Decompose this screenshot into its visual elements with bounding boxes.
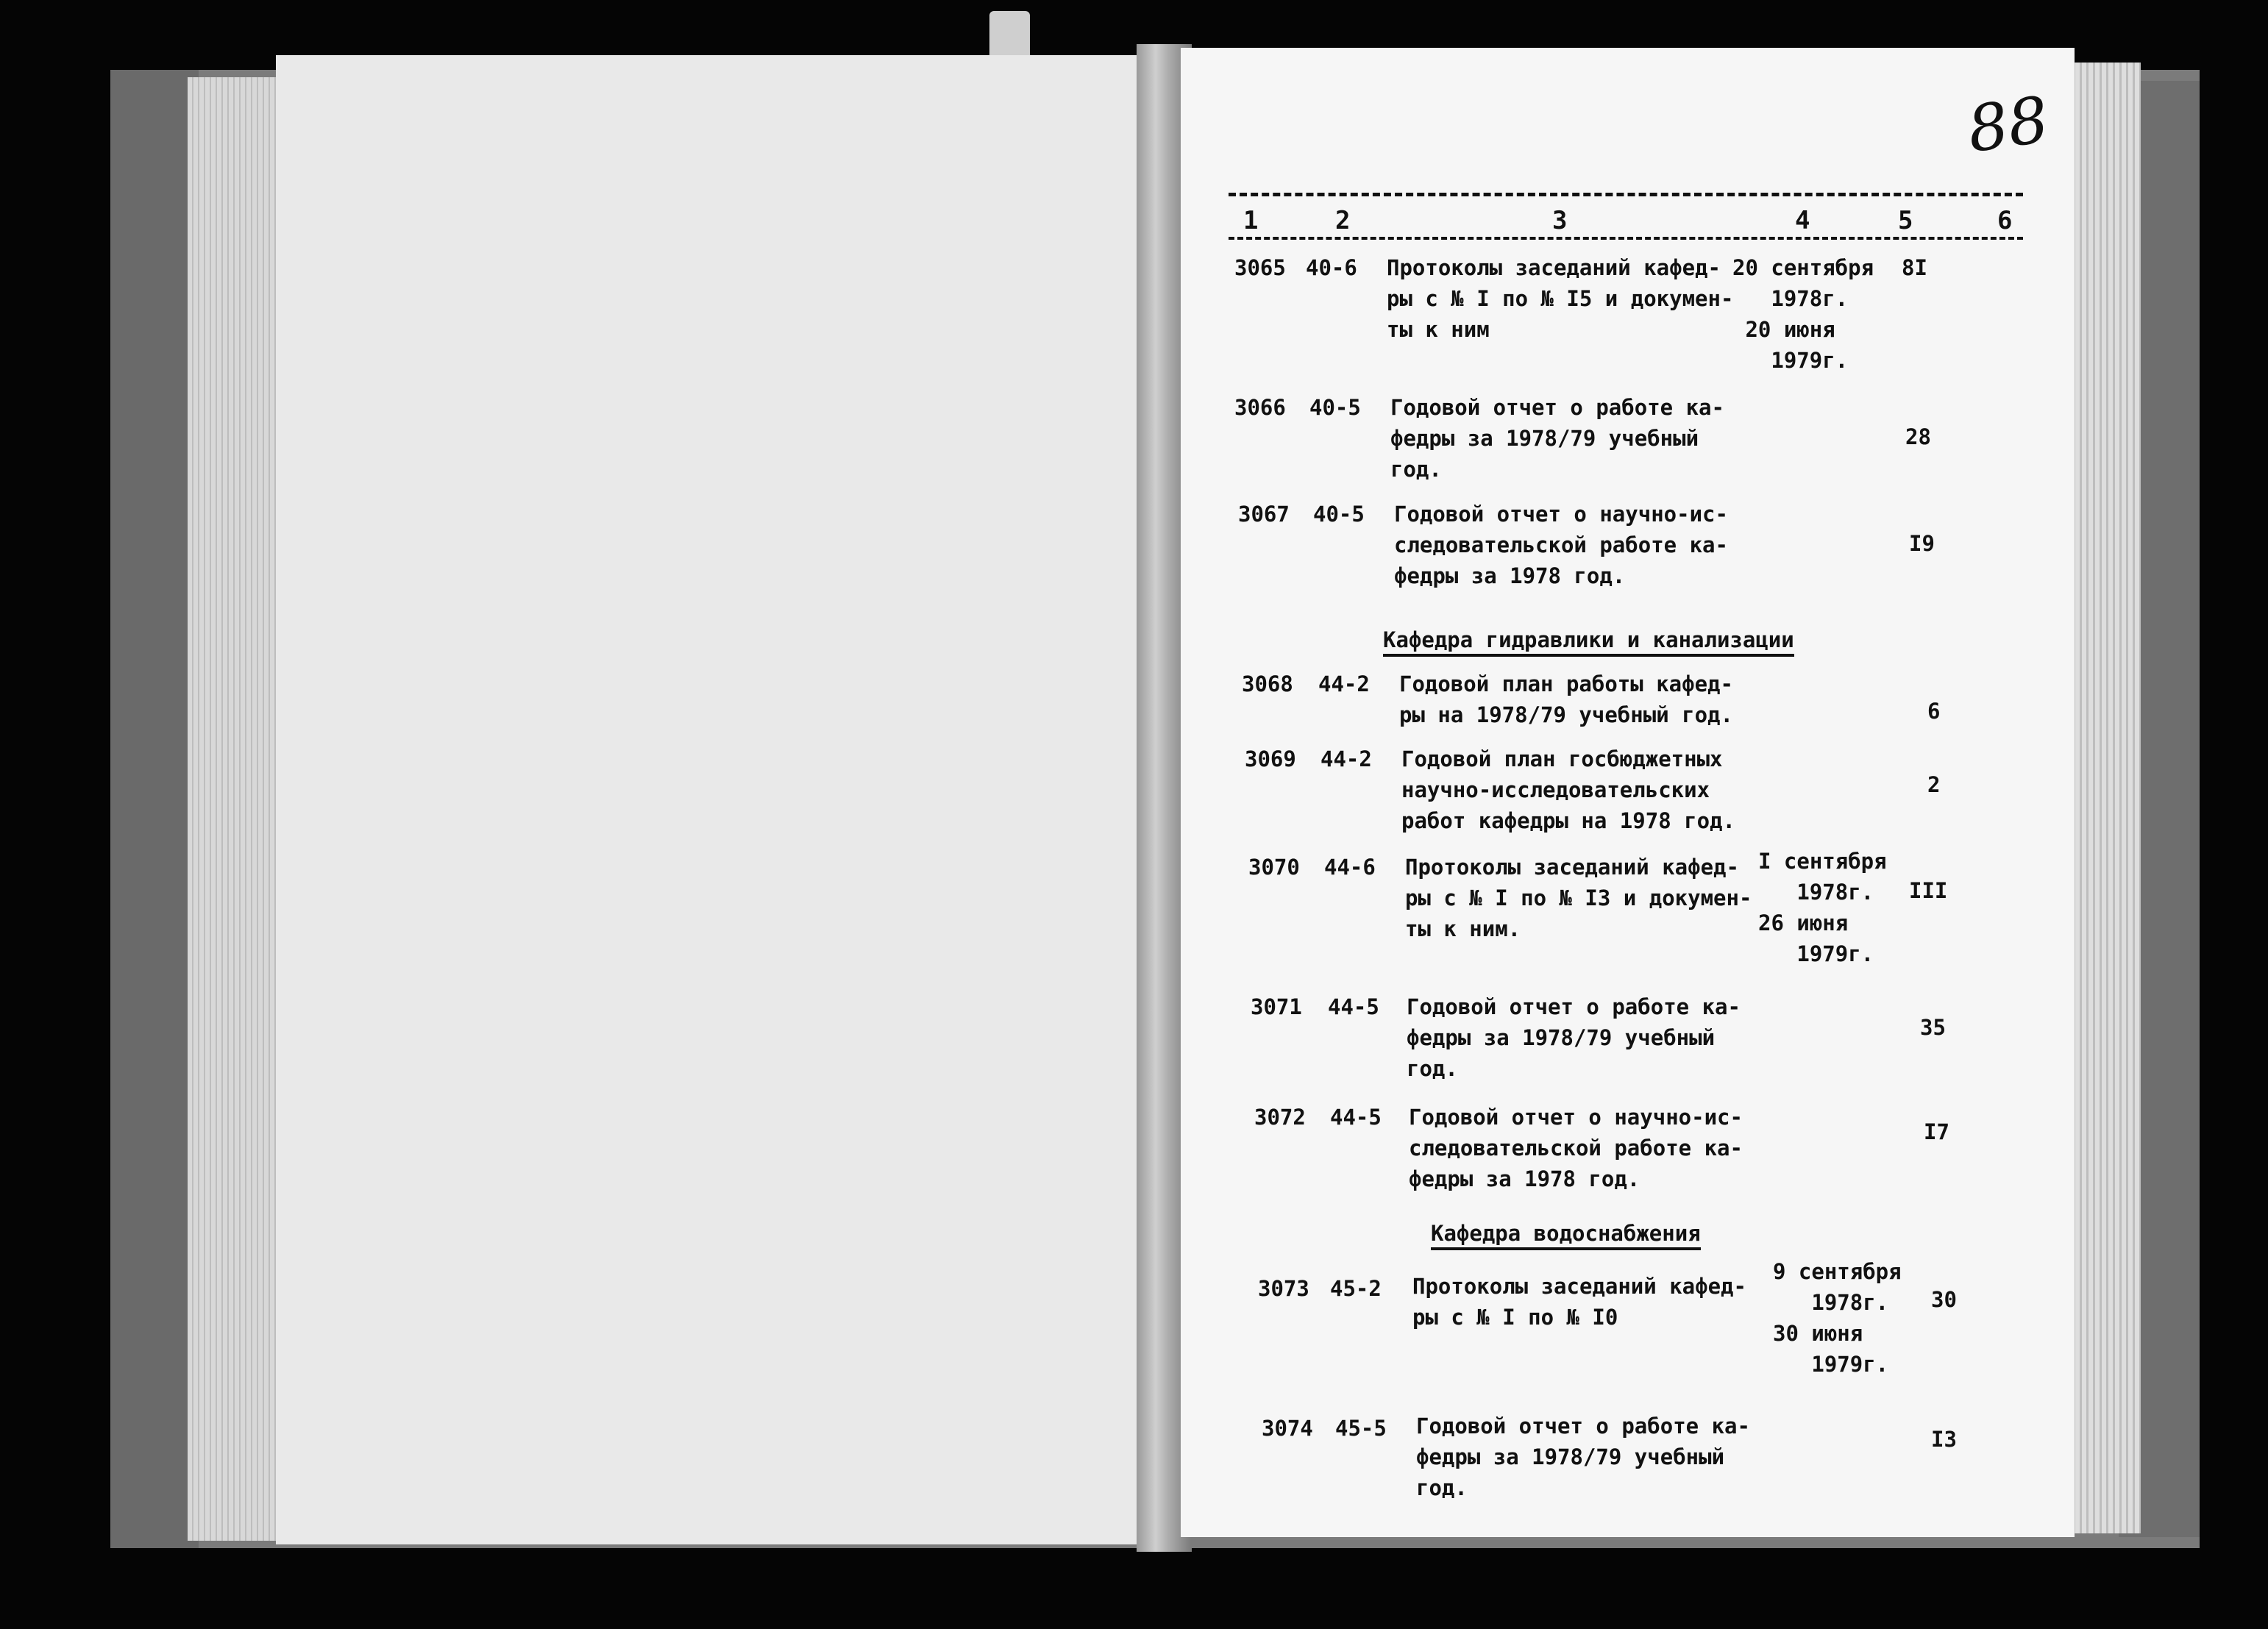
inventory-number: 3065 — [1234, 255, 1286, 280]
record-title: Годовой отчет о работе ка- федры за 1978/79 учебный год. — [1390, 395, 1724, 482]
index-code: 40-6 — [1306, 255, 1357, 280]
inventory-number: 3072 — [1254, 1105, 1306, 1130]
column-header-6: 6 — [1997, 206, 2013, 235]
sheet-count: 2 — [1927, 772, 1941, 797]
record-dates: I сентября 1978г. 26 июня 1979г. — [1758, 849, 1887, 966]
record-title: Годовой план госбюджетных научно-исследовательских работ кафедры на 1978 год. — [1401, 746, 1735, 833]
index-code: 45-5 — [1335, 1416, 1387, 1441]
sheet-count: 28 — [1905, 424, 1931, 449]
left-page — [276, 55, 1148, 1544]
sheet-count: 35 — [1920, 1015, 1946, 1040]
column-header-5: 5 — [1898, 206, 1913, 235]
record-title: Годовой отчет о работе ка- федры за 1978/79 учебный год. — [1416, 1414, 1750, 1500]
index-code: 44-5 — [1328, 994, 1379, 1019]
sheet-count: III — [1909, 878, 1948, 903]
record-title: Протоколы заседаний кафед- ры с № I по № I3 и докумен- ты к ним. — [1405, 855, 1752, 941]
column-header-4: 4 — [1795, 206, 1810, 235]
inventory-number: 3074 — [1262, 1416, 1313, 1441]
header-dashed-rule — [1229, 237, 2023, 240]
record-title: Годовой отчет о работе ка- федры за 1978/79 учебный год. — [1407, 994, 1741, 1081]
sheet-count: 6 — [1927, 699, 1941, 724]
inventory-number: 3067 — [1238, 502, 1290, 527]
index-code: 40-5 — [1313, 502, 1365, 527]
record-title: Годовой отчет о научно-ис- следовательской работе ка- федры за 1978 год. — [1394, 502, 1728, 588]
folio-number: 88 — [1963, 82, 2053, 168]
sheet-count: I7 — [1924, 1119, 1949, 1144]
section-heading-hydraulics: Кафедра гидравлики и канализации — [1383, 627, 1794, 657]
index-code: 44-2 — [1320, 746, 1372, 771]
cover-edge-left — [110, 70, 199, 1548]
column-header-3: 3 — [1552, 206, 1568, 235]
index-code: 44-6 — [1324, 855, 1376, 880]
inventory-number: 3070 — [1248, 855, 1300, 880]
header-dashed-line — [1229, 193, 2023, 196]
inventory-number: 3068 — [1242, 671, 1293, 696]
section-heading-water-supply: Кафедра водоснабжения — [1431, 1221, 1701, 1250]
record-title: Годовой план работы кафед- ры на 1978/79 учебный год. — [1399, 671, 1733, 727]
record-dates: 9 сентября 1978г. 30 июня 1979г. — [1773, 1259, 1902, 1377]
index-code: 45-2 — [1330, 1276, 1382, 1301]
record-title: Протоколы заседаний кафед- ры с № I по № I0 — [1412, 1274, 1746, 1330]
sheet-count: I3 — [1931, 1427, 1957, 1452]
column-header-2: 2 — [1335, 206, 1351, 235]
record-title: Протоколы заседаний кафед- ры с № I по № I5 и докумен- ты к ним — [1387, 255, 1734, 342]
sheet-count: 8I — [1902, 255, 1927, 280]
inventory-number: 3071 — [1251, 994, 1302, 1019]
index-code: 44-5 — [1330, 1105, 1382, 1130]
index-code: 40-5 — [1309, 395, 1361, 420]
inventory-number: 3073 — [1258, 1276, 1309, 1301]
sheet-count: I9 — [1909, 531, 1935, 556]
sheet-count: 30 — [1931, 1287, 1957, 1312]
inventory-number: 3069 — [1245, 746, 1296, 771]
record-title: Годовой отчет о научно-ис- следовательской работе ка- федры за 1978 год. — [1409, 1105, 1743, 1191]
page-stack-left — [188, 77, 291, 1541]
index-code: 44-2 — [1318, 671, 1370, 696]
column-header-1: 1 — [1243, 206, 1259, 235]
inventory-number: 3066 — [1234, 395, 1286, 420]
record-dates: 20 сентября 1978г. 20 июня 1979г. — [1732, 255, 1874, 373]
